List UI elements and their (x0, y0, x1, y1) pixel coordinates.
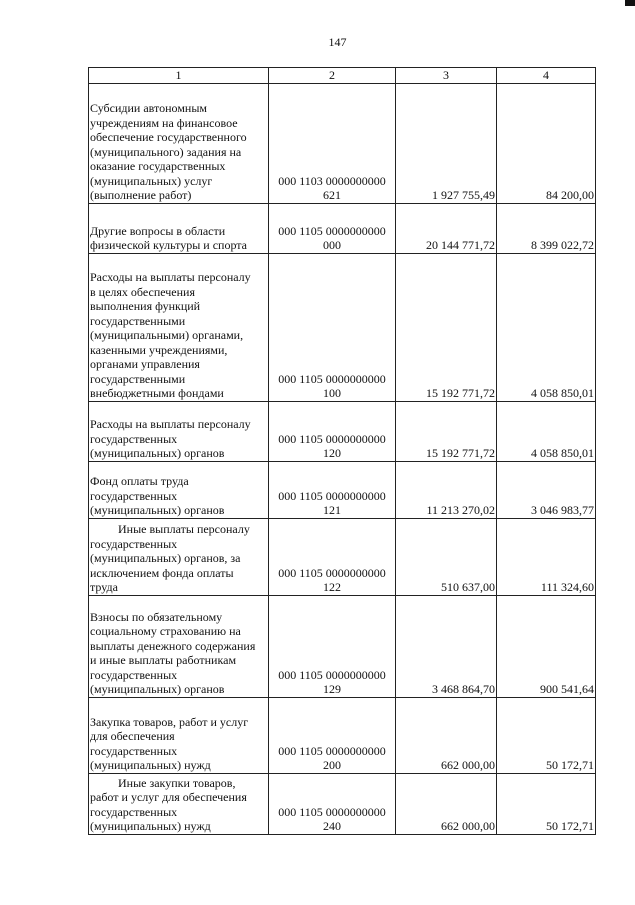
row-code: 000 1105 0000000000 240 (269, 773, 396, 834)
row-code: 000 1105 0000000000 000 (269, 203, 396, 253)
row-code: 000 1105 0000000000 129 (269, 595, 396, 697)
row-value-current: 20 144 771,72 (396, 203, 497, 253)
row-name: Взносы по обязательному социальному страхованию на выплаты денежного содержания и иные выплаты работникам государственных (муниципальных) органов (89, 595, 269, 697)
table-row (89, 595, 596, 697)
row-value-executed: 84 200,00 (497, 83, 596, 203)
table-row (89, 83, 596, 203)
row-value-current: 11 213 270,02 (396, 461, 497, 518)
row-value-executed: 4 058 850,01 (497, 401, 596, 461)
row-code: 000 1105 0000000000 120 (269, 401, 396, 461)
row-value-executed: 50 172,71 (497, 697, 596, 773)
row-value-executed: 8 399 022,72 (497, 203, 596, 253)
row-name: Закупка товаров, работ и услуг для обеспечения государственных (муниципальных) нужд (89, 697, 269, 773)
row-name: Другие вопросы в области физической культуры и спорта (89, 203, 269, 253)
row-value-current: 662 000,00 (396, 773, 497, 834)
row-code: 000 1105 0000000000 100 (269, 253, 396, 401)
row-value-current: 3 468 864,70 (396, 595, 497, 697)
table-row (89, 518, 596, 595)
row-name: Субсидии автономным учреждениям на финансовое обеспечение государственного (муниципального) задания на оказание государственных (муниципальных) услуг (выполнение работ) (89, 83, 269, 203)
row-name: Иные выплаты персоналу государственных (муниципальных) органов, за исключением фонда оплаты труда (89, 518, 269, 595)
row-value-executed: 3 046 983,77 (497, 461, 596, 518)
table-row (89, 461, 596, 518)
row-value-current: 15 192 771,72 (396, 401, 497, 461)
header-row (89, 68, 596, 84)
column-header: 1 (89, 68, 269, 84)
scan-corner-mark (625, 0, 635, 6)
column-header: 2 (269, 68, 396, 84)
row-value-executed: 4 058 850,01 (497, 253, 596, 401)
row-code: 000 1105 0000000000 122 (269, 518, 396, 595)
row-value-current: 510 637,00 (396, 518, 497, 595)
row-value-executed: 111 324,60 (497, 518, 596, 595)
row-name: Иные закупки товаров, работ и услуг для обеспечения государственных (муниципальных) нужд (89, 773, 269, 834)
row-value-current: 1 927 755,49 (396, 83, 497, 203)
row-code: 000 1105 0000000000 200 (269, 697, 396, 773)
table-row (89, 203, 596, 253)
row-name: Расходы на выплаты персоналу государственных (муниципальных) органов (89, 401, 269, 461)
row-name: Расходы на выплаты персоналу в целях обеспечения выполнения функций государственными (муниципальными) органами, казенными учреждениями, органами управления государственными внебюджетными фондами (89, 253, 269, 401)
column-header: 3 (396, 68, 497, 84)
row-value-executed: 900 541,64 (497, 595, 596, 697)
table-row (89, 697, 596, 773)
row-code: 000 1103 0000000000 621 (269, 83, 396, 203)
row-name: Фонд оплаты труда государственных (муниципальных) органов (89, 461, 269, 518)
column-header: 4 (497, 68, 596, 84)
table-row (89, 253, 596, 401)
row-value-current: 15 192 771,72 (396, 253, 497, 401)
page-number: 147 (328, 35, 347, 49)
budget-table (88, 67, 596, 835)
row-value-current: 662 000,00 (396, 697, 497, 773)
row-value-executed: 50 172,71 (497, 773, 596, 834)
row-code: 000 1105 0000000000 121 (269, 461, 396, 518)
table-row (89, 401, 596, 461)
table-row (89, 773, 596, 834)
